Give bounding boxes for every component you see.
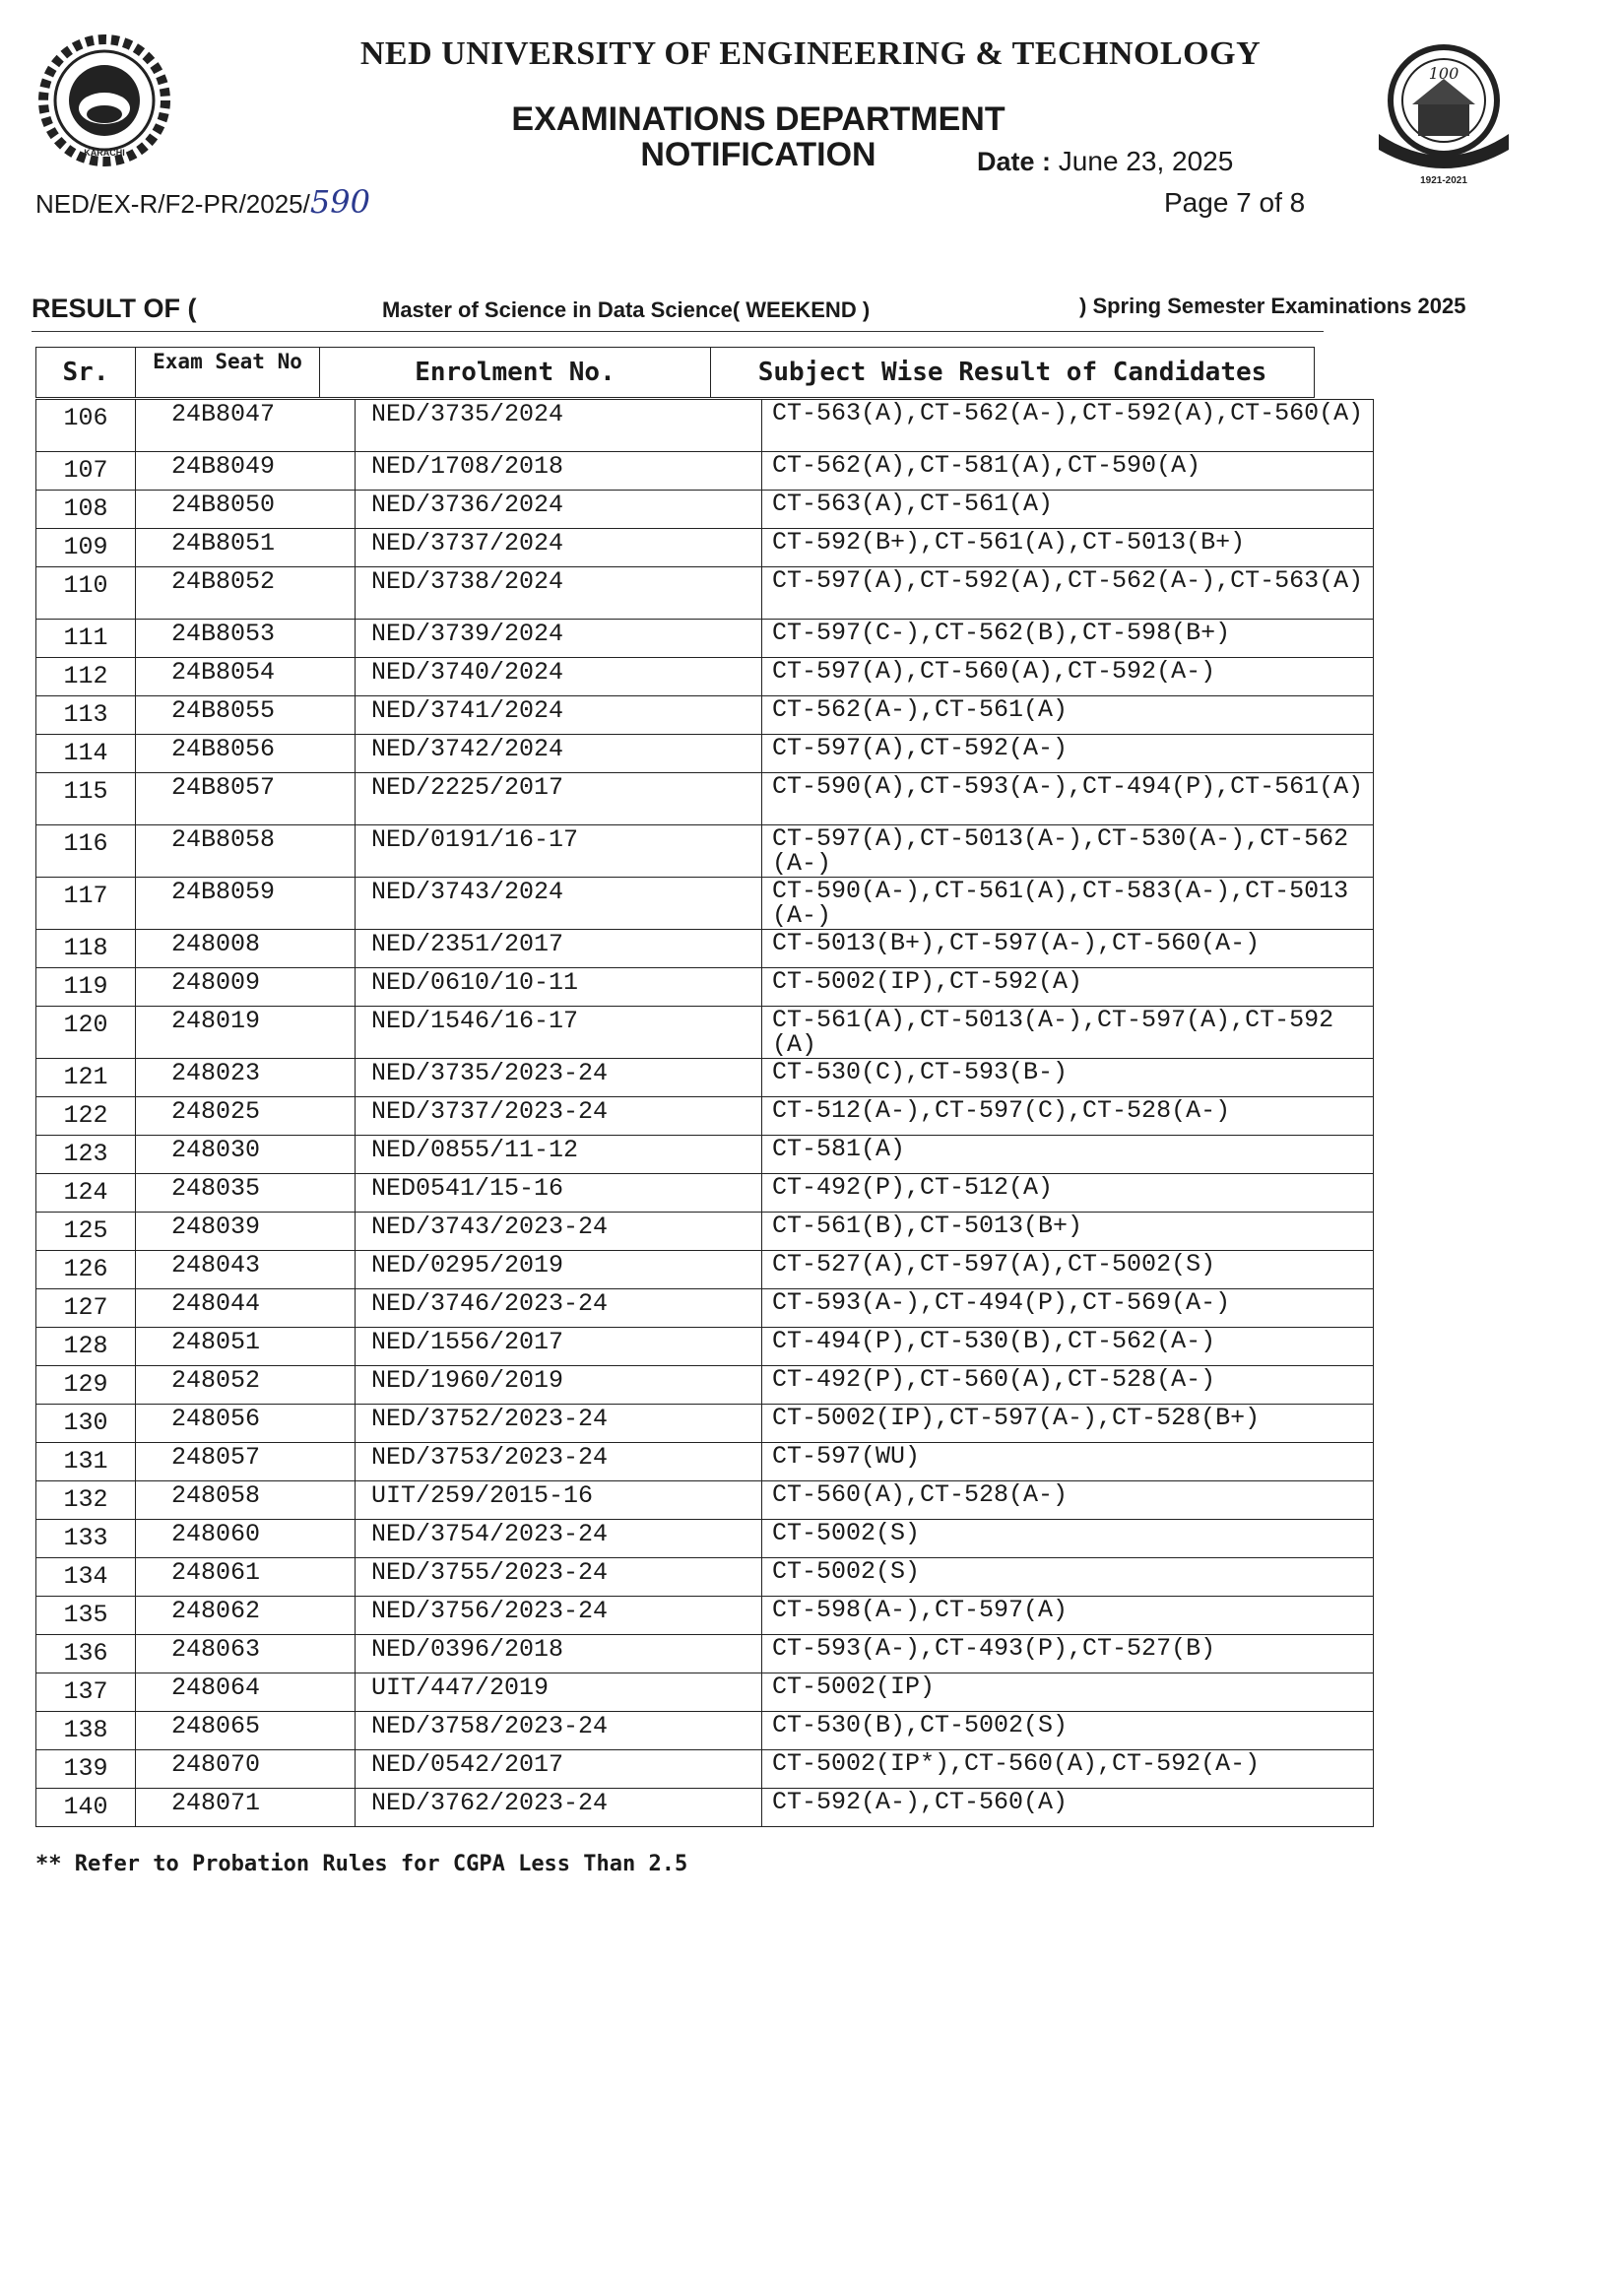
program-name: Master of Science in Data Science( WEEKEND ) — [382, 297, 871, 322]
cell-sr: 111 — [36, 620, 136, 658]
cell-enrolment: NED/3737/2023-24 — [356, 1097, 762, 1136]
cell-result: CT-590(A),CT-593(A-),CT-494(P),CT-561(A) — [762, 773, 1374, 825]
cell-result: CT-563(A),CT-561(A) — [762, 491, 1374, 529]
cell-result: CT-530(B),CT-5002(S) — [762, 1712, 1374, 1750]
cell-exam-seat: 24B8059 — [136, 878, 356, 930]
table-row — [36, 1213, 1374, 1251]
table-row — [36, 1712, 1374, 1750]
cell-sr: 136 — [36, 1635, 136, 1673]
table-row — [36, 452, 1374, 491]
cell-exam-seat: 248056 — [136, 1405, 356, 1443]
cell-result: CT-5013(B+),CT-597(A-),CT-560(A-) — [762, 930, 1374, 968]
table-row — [36, 567, 1374, 620]
cell-sr: 132 — [36, 1481, 136, 1520]
result-label: RESULT OF ( — [32, 294, 197, 323]
cell-exam-seat: 248051 — [136, 1328, 356, 1366]
cell-result: CT-597(A),CT-5013(A-),CT-530(A-),CT-562(A-) — [762, 825, 1374, 878]
cell-enrolment: UIT/447/2019 — [356, 1673, 762, 1712]
cell-exam-seat: 248008 — [136, 930, 356, 968]
cell-enrolment: NED/1960/2019 — [356, 1366, 762, 1405]
right-logo-text: 100 — [1428, 64, 1459, 83]
table-row — [36, 1059, 1374, 1097]
cell-result: CT-492(P),CT-560(A),CT-528(A-) — [762, 1366, 1374, 1405]
cell-exam-seat: 248025 — [136, 1097, 356, 1136]
cell-exam-seat: 24B8055 — [136, 696, 356, 735]
table-row — [36, 1405, 1374, 1443]
cell-exam-seat: 248043 — [136, 1251, 356, 1289]
table-row — [36, 529, 1374, 567]
cell-enrolment: NED/0610/10-11 — [356, 968, 762, 1007]
results-table — [35, 399, 1374, 1827]
reference-handwritten: 590 — [309, 183, 370, 221]
cell-exam-seat: 248062 — [136, 1597, 356, 1635]
table-row — [36, 1097, 1374, 1136]
cell-exam-seat: 24B8058 — [136, 825, 356, 878]
cell-result: CT-581(A) — [762, 1136, 1374, 1174]
divider — [32, 331, 1324, 332]
cell-enrolment: UIT/259/2015-16 — [356, 1481, 762, 1520]
cell-result: CT-593(A-),CT-493(P),CT-527(B) — [762, 1635, 1374, 1673]
cell-sr: 124 — [36, 1174, 136, 1213]
cell-result: CT-598(A-),CT-597(A) — [762, 1597, 1374, 1635]
cell-sr: 127 — [36, 1289, 136, 1328]
table-row — [36, 1289, 1374, 1328]
cell-result: CT-494(P),CT-530(B),CT-562(A-) — [762, 1328, 1374, 1366]
cell-exam-seat: 24B8047 — [136, 400, 356, 452]
cell-enrolment: NED/0191/16-17 — [356, 825, 762, 878]
reference-number — [35, 183, 370, 221]
cell-sr: 130 — [36, 1405, 136, 1443]
cell-exam-seat: 24B8053 — [136, 620, 356, 658]
column-header-result: Subject Wise Result of Candidates — [711, 348, 1315, 398]
cell-sr: 117 — [36, 878, 136, 930]
table-row — [36, 620, 1374, 658]
table-row — [36, 825, 1374, 878]
cell-enrolment: NED/1546/16-17 — [356, 1007, 762, 1059]
cell-sr: 116 — [36, 825, 136, 878]
cell-exam-seat: 248019 — [136, 1007, 356, 1059]
table-row — [36, 930, 1374, 968]
cell-result: CT-512(A-),CT-597(C),CT-528(A-) — [762, 1097, 1374, 1136]
cell-sr: 129 — [36, 1366, 136, 1405]
cell-enrolment: NED/3735/2023-24 — [356, 1059, 762, 1097]
cell-result: CT-563(A),CT-562(A-),CT-592(A),CT-560(A) — [762, 400, 1374, 452]
cell-sr: 126 — [36, 1251, 136, 1289]
table-row — [36, 1635, 1374, 1673]
cell-enrolment: NED/3736/2024 — [356, 491, 762, 529]
cell-sr: 121 — [36, 1059, 136, 1097]
cell-result: CT-560(A),CT-528(A-) — [762, 1481, 1374, 1520]
table-row — [36, 491, 1374, 529]
cell-enrolment: NED/3758/2023-24 — [356, 1712, 762, 1750]
cell-exam-seat: 24B8051 — [136, 529, 356, 567]
table-row — [36, 1597, 1374, 1635]
cell-enrolment: NED/0542/2017 — [356, 1750, 762, 1789]
cell-result: CT-590(A-),CT-561(A),CT-583(A-),CT-5013(A-) — [762, 878, 1374, 930]
cell-exam-seat: 248065 — [136, 1712, 356, 1750]
cell-sr: 133 — [36, 1520, 136, 1558]
cell-sr: 112 — [36, 658, 136, 696]
cell-enrolment: NED/3739/2024 — [356, 620, 762, 658]
cell-exam-seat: 24B8056 — [136, 735, 356, 773]
column-header-sr: Sr. — [36, 348, 136, 398]
table-row — [36, 400, 1374, 452]
cell-result: CT-530(C),CT-593(B-) — [762, 1059, 1374, 1097]
cell-exam-seat: 248071 — [136, 1789, 356, 1827]
table-row — [36, 1558, 1374, 1597]
cell-result: CT-5002(IP),CT-592(A) — [762, 968, 1374, 1007]
table-row — [36, 1136, 1374, 1174]
cell-sr: 137 — [36, 1673, 136, 1712]
cell-result: CT-5002(IP),CT-597(A-),CT-528(B+) — [762, 1405, 1374, 1443]
cell-sr: 120 — [36, 1007, 136, 1059]
cell-result: CT-5002(IP*),CT-560(A),CT-592(A-) — [762, 1750, 1374, 1789]
reference-text: NED/EX-R/F2-PR/2025/ — [35, 189, 310, 219]
table-row — [36, 1520, 1374, 1558]
cell-result: CT-592(B+),CT-561(A),CT-5013(B+) — [762, 529, 1374, 567]
results-table-header — [35, 347, 1315, 398]
table-row — [36, 1750, 1374, 1789]
table-row — [36, 773, 1374, 825]
cell-exam-seat: 248060 — [136, 1520, 356, 1558]
cell-result: CT-597(A),CT-592(A-) — [762, 735, 1374, 773]
cell-result: CT-5002(S) — [762, 1558, 1374, 1597]
table-row — [36, 968, 1374, 1007]
cell-exam-seat: 24B8052 — [136, 567, 356, 620]
cell-enrolment: NED/3737/2024 — [356, 529, 762, 567]
cell-enrolment: NED/0855/11-12 — [356, 1136, 762, 1174]
table-row — [36, 1481, 1374, 1520]
cell-exam-seat: 248009 — [136, 968, 356, 1007]
cell-result: CT-561(B),CT-5013(B+) — [762, 1213, 1374, 1251]
notice-date — [977, 146, 1233, 177]
cell-enrolment: NED/3743/2023-24 — [356, 1213, 762, 1251]
date-label: Date : — [977, 147, 1052, 176]
cell-enrolment: NED/3752/2023-24 — [356, 1405, 762, 1443]
cell-enrolment: NED/3754/2023-24 — [356, 1520, 762, 1558]
cell-result: CT-592(A-),CT-560(A) — [762, 1789, 1374, 1827]
table-row — [36, 735, 1374, 773]
probation-note: ** Refer to Probation Rules for CGPA Less Than 2.5 — [35, 1852, 688, 1876]
cell-exam-seat: 24B8057 — [136, 773, 356, 825]
cell-sr: 108 — [36, 491, 136, 529]
cell-sr: 114 — [36, 735, 136, 773]
cell-sr: 138 — [36, 1712, 136, 1750]
cell-enrolment: NED/0295/2019 — [356, 1251, 762, 1289]
cell-exam-seat: 248058 — [136, 1481, 356, 1520]
university-name: NED UNIVERSITY OF ENGINEERING & TECHNOLOGY — [359, 35, 1262, 72]
cell-enrolment: NED/3756/2023-24 — [356, 1597, 762, 1635]
cell-enrolment: NED/3743/2024 — [356, 878, 762, 930]
cell-enrolment: NED0541/15-16 — [356, 1174, 762, 1213]
cell-exam-seat: 248044 — [136, 1289, 356, 1328]
table-row — [36, 1174, 1374, 1213]
cell-exam-seat: 248057 — [136, 1443, 356, 1481]
table-row — [36, 878, 1374, 930]
cell-exam-seat: 248070 — [136, 1750, 356, 1789]
cell-exam-seat: 248023 — [136, 1059, 356, 1097]
cell-exam-seat: 248064 — [136, 1673, 356, 1712]
session-name: ) Spring Semester Examinations 2025 — [1079, 294, 1466, 318]
table-row — [36, 1328, 1374, 1366]
table-row — [36, 1673, 1374, 1712]
table-row — [36, 1789, 1374, 1827]
cell-result: CT-5002(S) — [762, 1520, 1374, 1558]
cell-sr: 122 — [36, 1097, 136, 1136]
cell-exam-seat: 248039 — [136, 1213, 356, 1251]
cell-result: CT-597(WU) — [762, 1443, 1374, 1481]
cell-sr: 110 — [36, 567, 136, 620]
cell-exam-seat: 24B8054 — [136, 658, 356, 696]
cell-exam-seat: 24B8049 — [136, 452, 356, 491]
notification-title: NOTIFICATION — [640, 136, 876, 173]
cell-exam-seat: 24B8050 — [136, 491, 356, 529]
cell-exam-seat: 248052 — [136, 1366, 356, 1405]
column-header-enrolment: Enrolment No. — [320, 348, 711, 398]
date-value: June 23, 2025 — [1058, 146, 1234, 176]
table-row — [36, 1366, 1374, 1405]
cell-sr: 113 — [36, 696, 136, 735]
cell-sr: 107 — [36, 452, 136, 491]
cell-enrolment: NED/3738/2024 — [356, 567, 762, 620]
cell-result: CT-492(P),CT-512(A) — [762, 1174, 1374, 1213]
cell-enrolment: NED/2351/2017 — [356, 930, 762, 968]
column-header-seat: Exam Seat No — [136, 348, 320, 398]
cell-sr: 134 — [36, 1558, 136, 1597]
cell-sr: 109 — [36, 529, 136, 567]
cell-enrolment: NED/3746/2023-24 — [356, 1289, 762, 1328]
cell-sr: 128 — [36, 1328, 136, 1366]
cell-exam-seat: 248061 — [136, 1558, 356, 1597]
cell-result: CT-527(A),CT-597(A),CT-5002(S) — [762, 1251, 1374, 1289]
left-logo-text: KARACHI — [84, 148, 125, 158]
cell-sr: 135 — [36, 1597, 136, 1635]
cell-sr: 106 — [36, 400, 136, 452]
cell-enrolment: NED/3762/2023-24 — [356, 1789, 762, 1827]
table-row — [36, 1007, 1374, 1059]
cell-result: CT-562(A),CT-581(A),CT-590(A) — [762, 452, 1374, 491]
cell-result: CT-597(A),CT-560(A),CT-592(A-) — [762, 658, 1374, 696]
cell-result: CT-597(C-),CT-562(B),CT-598(B+) — [762, 620, 1374, 658]
cell-result: CT-561(A),CT-5013(A-),CT-597(A),CT-592(A) — [762, 1007, 1374, 1059]
cell-exam-seat: 248063 — [136, 1635, 356, 1673]
cell-enrolment: NED/0396/2018 — [356, 1635, 762, 1673]
table-row — [36, 1443, 1374, 1481]
table-row — [36, 696, 1374, 735]
cell-enrolment: NED/3741/2024 — [356, 696, 762, 735]
table-row — [36, 1251, 1374, 1289]
cell-result: CT-597(A),CT-592(A),CT-562(A-),CT-563(A) — [762, 567, 1374, 620]
cell-enrolment: NED/3753/2023-24 — [356, 1443, 762, 1481]
right-logo-years: 1921-2021 — [1420, 175, 1467, 186]
cell-enrolment: NED/3742/2024 — [356, 735, 762, 773]
cell-enrolment: NED/3740/2024 — [356, 658, 762, 696]
table-row — [36, 658, 1374, 696]
cell-enrolment: NED/1708/2018 — [356, 452, 762, 491]
cell-enrolment: NED/2225/2017 — [356, 773, 762, 825]
cell-result: CT-5002(IP) — [762, 1673, 1374, 1712]
department-title: EXAMINATIONS DEPARTMENT — [511, 100, 1005, 138]
cell-enrolment: NED/3735/2024 — [356, 400, 762, 452]
cell-sr: 119 — [36, 968, 136, 1007]
cell-enrolment: NED/3755/2023-24 — [356, 1558, 762, 1597]
cell-sr: 131 — [36, 1443, 136, 1481]
cell-sr: 115 — [36, 773, 136, 825]
cell-exam-seat: 248030 — [136, 1136, 356, 1174]
cell-sr: 123 — [36, 1136, 136, 1174]
page-number: Page 7 of 8 — [1164, 187, 1306, 218]
cell-sr: 140 — [36, 1789, 136, 1827]
cell-sr: 139 — [36, 1750, 136, 1789]
cell-result: CT-562(A-),CT-561(A) — [762, 696, 1374, 735]
cell-result: CT-593(A-),CT-494(P),CT-569(A-) — [762, 1289, 1374, 1328]
cell-sr: 118 — [36, 930, 136, 968]
cell-enrolment: NED/1556/2017 — [356, 1328, 762, 1366]
cell-exam-seat: 248035 — [136, 1174, 356, 1213]
cell-sr: 125 — [36, 1213, 136, 1251]
